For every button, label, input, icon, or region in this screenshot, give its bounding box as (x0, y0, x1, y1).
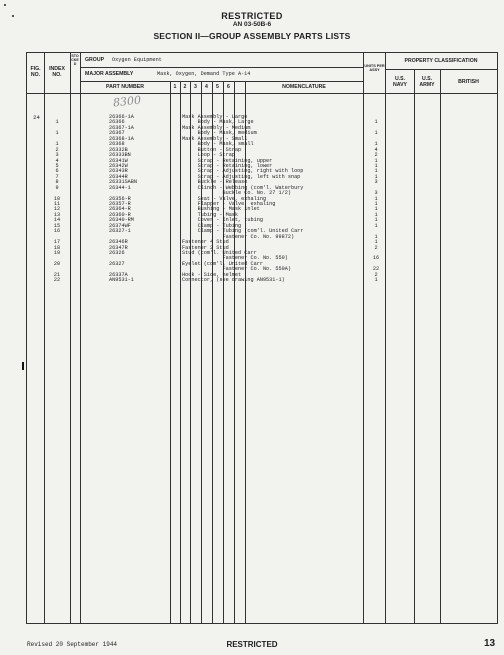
units-cell: 1 (374, 233, 378, 240)
index-no-cell: 13 (53, 211, 61, 218)
level-5-header: 5 (216, 84, 219, 90)
property-classification-header: PROPERTY CLASSIFICATION (404, 58, 478, 64)
index-no-cell: 18 (53, 244, 61, 251)
level-6-header: 6 (227, 84, 230, 90)
units-cell: 2 (374, 244, 378, 251)
part-number-cell: 26327 (109, 260, 125, 267)
nomenclature-cell: Fastener Co. No. 550A) (182, 266, 291, 273)
part-number-cell: 26326 (109, 249, 125, 256)
index-no-cell: 5 (55, 162, 59, 169)
index-no-cell: 3 (55, 152, 59, 159)
rule-property-row (385, 69, 497, 70)
nomenclature-cell: Bushing - Mask inlet (182, 206, 260, 213)
units-cell: 1 (374, 211, 378, 218)
level-4-header: 4 (205, 84, 208, 90)
units-cell: 1 (374, 157, 378, 164)
part-number-cell: 26364-R (109, 206, 131, 213)
index-no-cell: 1 (55, 130, 59, 137)
nomenclature-cell: Body - Mask, medium (182, 130, 257, 137)
part-number-cell: AN9531-1 (109, 277, 134, 284)
units-cell: 1 (374, 141, 378, 148)
part-number-cell: 26374WF (109, 222, 131, 229)
nomenclature-cell: Strap - Adjusting, right with loop (182, 168, 304, 175)
nomenclature-cell: Fastener 4 Stud (182, 239, 229, 246)
part-number-cell: 26357-R (109, 201, 131, 207)
index-no-cell: 19 (53, 249, 61, 256)
units-cell: 2 (374, 271, 378, 278)
nomenclature-cell: Fastener 2 Stud (182, 244, 229, 251)
part-number-cell: 26343R (109, 168, 128, 175)
corner-mark (4, 4, 6, 6)
nomenclature-cell: Mask Assembly - Medium (182, 124, 251, 131)
index-no-cell: 14 (53, 217, 61, 224)
index-no-cell: 20 (53, 260, 61, 267)
table-row (27, 278, 497, 283)
units-cell: 1 (374, 201, 378, 207)
units-cell: 1 (374, 277, 378, 284)
part-number-cell: 26367-1A (109, 124, 134, 131)
nomenclature-cell: Cover - Inlet, tubing (182, 217, 263, 224)
section-title: SECTION II—GROUP ASSEMBLY PARTS LISTS (153, 31, 351, 41)
index-no-cell: 9 (55, 184, 59, 191)
units-cell: 2 (374, 152, 378, 159)
part-number-cell: 26331SABN (109, 179, 138, 186)
index-no-cell: 12 (53, 206, 61, 213)
index-no-cell: 21 (53, 271, 61, 278)
part-number-cell: 26366-1A (109, 114, 134, 120)
units-cell: 1 (374, 195, 378, 202)
nomenclature-cell: Clamp - Tubing (182, 222, 242, 229)
nomenclature-cell: Tubing - Mask (182, 211, 239, 218)
units-cell: 1 (374, 130, 378, 137)
part-number-cell: 26360-R (109, 211, 131, 218)
nomenclature-header: NOMENCLATURE (282, 84, 326, 90)
major-assembly-label: MAJOR ASSEMBLY (85, 71, 134, 77)
part-number-cell: 26344-1 (109, 184, 131, 191)
index-no-cell: 22 (53, 277, 61, 284)
units-cell: 1 (374, 217, 378, 224)
index-no-cell: 7 (55, 173, 59, 180)
index-no-cell: 15 (53, 222, 61, 229)
fig-no-header: FIG. NO. (30, 66, 41, 78)
level-2-header: 2 (183, 84, 187, 90)
units-cell: 4 (374, 146, 378, 153)
major-assembly-value: Mask, Oxygen, Demand Type A-14 (157, 71, 251, 77)
part-number-cell: 26368 (109, 141, 125, 148)
index-no-cell: 17 (53, 239, 61, 246)
nomenclature-cell: Strap - Retaining, upper (182, 157, 273, 164)
nomenclature-cell: Strap - Retaining, lower (182, 162, 273, 169)
level-3-header: 3 (194, 84, 197, 90)
nomenclature-cell: Clamp - Tubing (com'l. United Carr (182, 228, 304, 235)
part-number-cell: 26368-1A (109, 135, 134, 142)
index-no-cell: 8 (55, 179, 59, 186)
units-cell: 1 (374, 239, 378, 246)
fig-no-cell: 24 (33, 114, 40, 121)
parts-list-form (26, 52, 498, 624)
part-number-cell: 26342W (109, 162, 128, 169)
index-no-cell: 11 (53, 201, 61, 207)
nomenclature-cell: Hook - Side, helmet (182, 271, 242, 278)
part-number-cell: 26340-RM (109, 217, 134, 224)
nomenclature-cell: Fastener Co. No. 99872) (182, 233, 295, 240)
index-no-cell: 10 (53, 195, 61, 202)
units-per-assy-header: UNITS PER ASSY (364, 64, 385, 73)
nomenclature-cell: Fastener Co. No. 550) (182, 255, 288, 262)
nomenclature-cell: Buckle - Release (182, 179, 248, 186)
revision-date: Revised 20 September 1944 (27, 641, 118, 648)
units-cell: 3 (374, 190, 378, 197)
nomenclature-cell: Stud (com'l. United Carr (182, 249, 257, 256)
nomenclature-cell: Mask Assembly - Small (182, 135, 248, 142)
pencil-annotation: 8300 (112, 93, 142, 110)
classification-header: RESTRICTED (221, 11, 283, 21)
units-cell: 1 (374, 168, 378, 175)
part-number-cell: 26341W (109, 157, 128, 164)
index-no-cell: 4 (55, 157, 59, 164)
margin-mark (22, 362, 24, 370)
units-cell: 1 (374, 119, 378, 126)
index-no-header: INDEX NO. (49, 66, 65, 78)
parts-table-body (27, 115, 497, 284)
rule-assembly-row (80, 81, 363, 82)
group-label: GROUP (85, 57, 105, 63)
nomenclature-cell: Buckle Co. No. 27 1/2) (182, 190, 291, 197)
level-1-header: 1 (173, 84, 177, 90)
us-army-header: U.S. ARMY (419, 76, 435, 88)
nomenclature-cell: Button - Strap (182, 146, 242, 153)
rule-header-bottom (27, 93, 497, 94)
units-cell: 22 (372, 266, 380, 273)
index-no-cell: 1 (55, 141, 59, 148)
group-value: Oxygen Equipment (112, 57, 162, 63)
part-number-cell: 26346R (109, 239, 128, 246)
part-number-cell: 26347R (109, 244, 128, 251)
document-number: AN 03-50B-6 (232, 21, 272, 28)
footer-classification: RESTRICTED (226, 640, 278, 649)
part-number-cell: 26344R (109, 173, 128, 180)
part-number-cell: 26356-R (109, 195, 131, 202)
part-number-cell: 26366 (109, 119, 125, 126)
stocked-header: STOCKED (71, 54, 79, 67)
index-no-cell: 16 (53, 228, 61, 235)
units-cell: 1 (374, 173, 378, 180)
index-no-cell: 6 (55, 168, 59, 175)
units-cell: 16 (372, 255, 380, 262)
nomenclature-cell: Flapper - Valve, exhaling (182, 201, 276, 207)
units-cell: 3 (374, 179, 378, 186)
index-no-cell: 2 (55, 146, 59, 153)
part-number-header: PART NUMBER (106, 84, 144, 90)
nomenclature-cell: Connector, (see drawing AN9531-1) (182, 277, 285, 284)
nomenclature-cell: Seat - Valve, exhaling (182, 195, 267, 202)
part-number-cell: 26327-1 (109, 228, 131, 235)
page-number: 13 (484, 638, 496, 649)
units-cell: 1 (374, 222, 378, 229)
us-navy-header: U.S. NAVY (392, 76, 408, 88)
rule-group-row (80, 67, 363, 68)
units-cell: 1 (374, 162, 378, 169)
nomenclature-cell: Strap - Adjusting, left with snap (182, 173, 301, 180)
nomenclature-cell: Loop - Strap (182, 152, 235, 159)
part-number-cell: 26337A (109, 271, 128, 278)
part-number-cell: 26367 (109, 130, 125, 137)
british-header: BRITISH (458, 79, 479, 85)
part-number-cell: 26332B (109, 146, 128, 153)
part-number-cell: 26333BN (109, 152, 131, 159)
units-cell: 1 (374, 206, 378, 213)
nomenclature-cell: Body - Mask, small (182, 141, 254, 148)
nomenclature-cell: Eyelet (com'l. United Carr (182, 260, 263, 267)
index-no-cell: 1 (55, 119, 59, 126)
nomenclature-cell: Clinch - Webbing (com'l. Waterbury (182, 184, 304, 191)
nomenclature-cell: Mask Assembly - Large (182, 114, 248, 120)
nomenclature-cell: Body - Mask, Large (182, 119, 254, 126)
